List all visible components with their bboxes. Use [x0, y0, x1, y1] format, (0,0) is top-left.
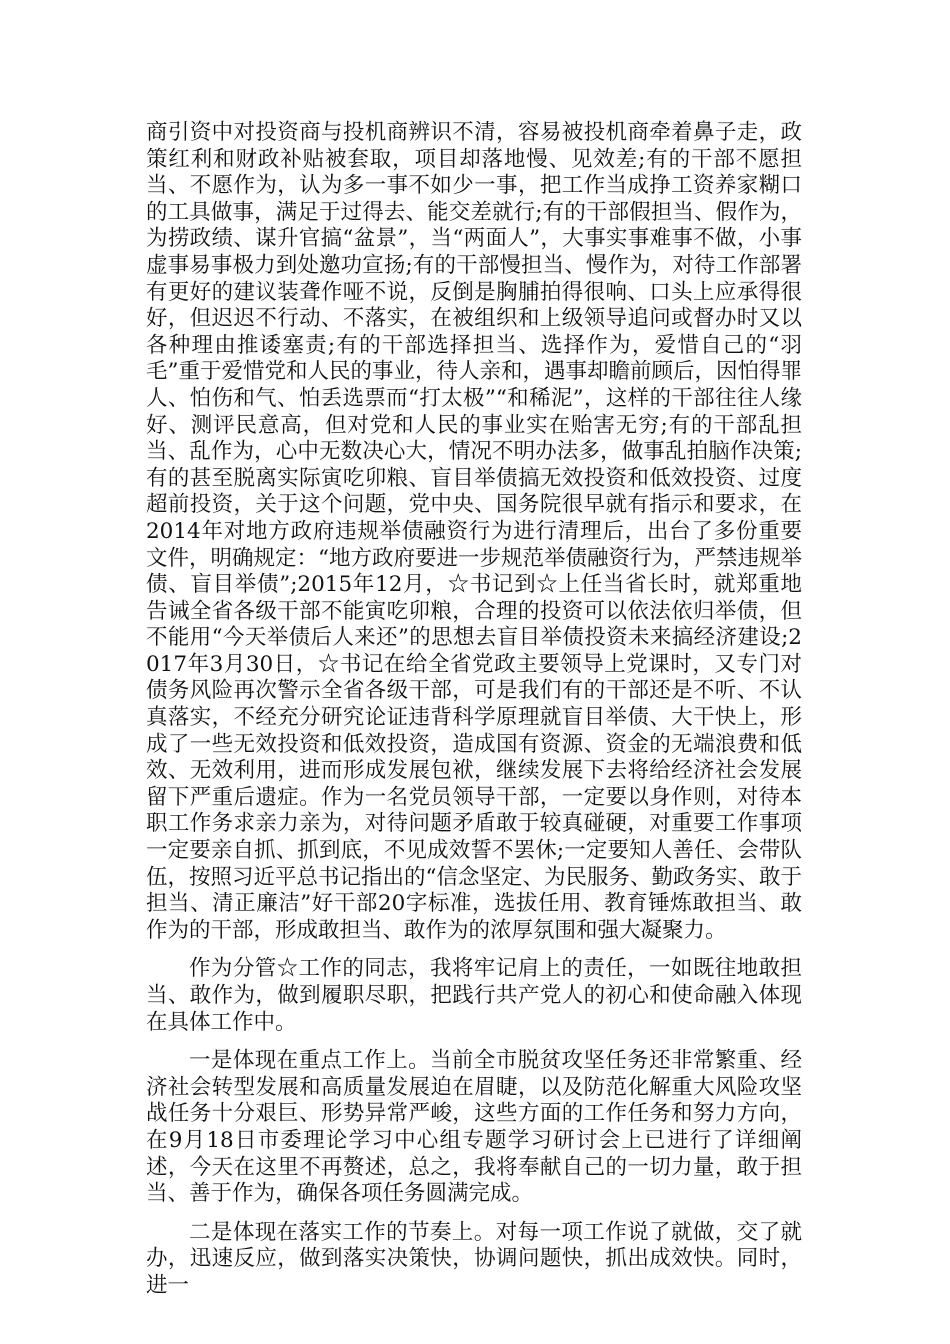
document-page — [146, 120, 802, 1312]
paragraph-key-work: 一是体现在重点工作上。当前全市脱贫攻坚任务还非常繁重、经济社会转型发展和高质量发展迫在眉睫，以及防范化解重大风险攻坚战任务十分艰巨、形势异常严峻，这些方面的工作任务和努力方向，在9月18日市委理论学习中心组专题学习研讨会上已进行了详细阐述，今天在这里不再赘述，总之，我将奉献自己的一切力量，敢于担当、善于作为，确保各项任务圆满完成。 — [146, 1048, 802, 1207]
paragraph-work-pace: 二是体现在落实工作的节奏上。对每一项工作说了就做，交了就办，迅速反应，做到落实决策快，协调问题快，抓出成效快。同时，进一 — [146, 1219, 802, 1298]
paragraph-responsibility: 作为分管☆工作的同志，我将牢记肩上的责任，一如既往地敢担当、敢作为，做到履职尽职，把践行共产党人的初心和使命融入体现在具体工作中。 — [146, 956, 802, 1035]
paragraph-continuation: 商引资中对投资商与投机商辨识不清，容易被投机商牵着鼻子走，政策红利和财政补贴被套取，项目却落地慢、见效差;有的干部不愿担当、不愿作为，认为多一事不如少一事，把工作当成挣工资养家糊口的工具做事，满足于过得去、能交差就行;有的干部假担当、假作为，为捞政绩、谋升官搞“盆景”，当“两面人”，大事实事难事不做，小事虚事易事极力到处邀功宣扬;有的干部慢担当、慢作为，对待工作部署有更好的建议装聋作哑不说，反倒是胸脯拍得很响、口头上应承得很好，但迟迟不行动、不落实，在被组织和上级领导追问或督办时又以各种理由推诿塞责;有的干部选择担当、选择作为，爱惜自己的“羽毛”重于爱惜党和人民的事业，待人亲和，遇事却瞻前顾后，因怕得罪人、怕伤和气、怕丢选票而“打太极”“和稀泥”，这样的干部往往人缘好、测评民意高，但对党和人民的事业实在贻害无穷;有的干部乱担当、乱作为，心中无数决心大，情况不明办法多，做事乱拍脑作决策;有的甚至脱离实际寅吃卯粮、盲目举债搞无效投资和低效投资、过度超前投资，关于这个问题，党中央、国务院很早就有指示和要求，在2014年对地方政府违规举债融资行为进行清理后，出台了多份重要文件，明确规定：“地方政府要进一步规范举债融资行为，严禁违规举债、盲目举债”;2015年12月，☆书记到☆上任当省长时，就郑重地告诫全省各级干部不能寅吃卯粮，合理的投资可以依法依归举债，但不能用“今天举债后人来还”的思想去盲目举债投资未来搞经济建设;2017年3月30日，☆书记在给全省党政主要领导上党课时，又专门对债务风险再次警示全省各级干部，可是我们有的干部还是不听、不认真落实，不经充分研究论证违背科学原理就盲目举债、大干快上，形成了一些无效投资和低效投资，造成国有资源、资金的无端浪费和低效、无效利用，进而形成发展包袱，继续发展下去将给经济社会发展留下严重后遗症。作为一名党员领导干部，一定要以身作则，对待本职工作务求亲力亲为，对待问题矛盾敢于较真碰硬，对重要工作事项一定要亲自抓、抓到底，不见成效誓不罢休;一定要知人善任、会带队伍，按照习近平总书记指出的“信念坚定、为民服务、勤政务实、敢于担当、清正廉洁”好干部20字标准，选拔任用、教育锤炼敢担当、敢作为的干部，形成敢担当、敢作为的浓厚氛围和强大凝聚力。 — [146, 120, 802, 943]
